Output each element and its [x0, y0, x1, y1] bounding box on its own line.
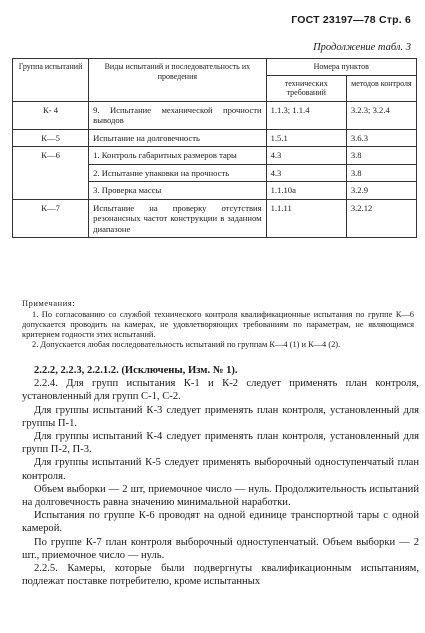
row-test: 2. Испытание упаковки на прочность — [89, 164, 266, 182]
row-methods: 3.8 — [346, 147, 416, 165]
paragraph: По группе К-7 план контроля выборочный одноступенчатый. Объем выборки — 2 шт., приемочное число — нуль. — [22, 536, 419, 561]
paragraph: Испытания по группе К-6 проводят на одной единице транспортной тары с одной камерой. — [22, 510, 419, 535]
page-header — [291, 14, 411, 26]
row-test: 3. Проверка массы — [89, 182, 266, 200]
paragraph: Для группы испытаний К-4 следует применять план контроля, установленный для групп П-2, П-3. — [22, 431, 419, 456]
row-group: К—6 — [13, 147, 89, 200]
row-tech: 1.5.1 — [266, 129, 346, 147]
note-1: 1. По согласованию со службой технического контроля квалификационные испытания по группе К—6 допускается проводить на камерах, не удовлетворяющих требованиям по параметрам, не являющимся критерием годности этих испытаний. — [22, 310, 414, 339]
row-tech: 1.1.11 — [266, 199, 346, 238]
row-tech: 1.1.10а — [266, 182, 346, 200]
notes-title: Примечания: — [22, 299, 76, 308]
paragraph: Для группы испытаний К-3 следует применять план контроля, установленный для группы П-1. — [22, 404, 419, 429]
body-text — [22, 364, 419, 588]
row-tech: 4.3 — [266, 147, 346, 165]
row-methods: 3.2.12 — [346, 199, 416, 238]
row-group: К—5 — [13, 129, 89, 147]
table-row — [13, 129, 417, 147]
table-notes — [22, 299, 414, 350]
col-test-header: Виды испытаний и последовательность их проведения — [89, 59, 266, 102]
row-group: К—7 — [13, 199, 89, 238]
col-tech-header: технических требований — [266, 75, 346, 101]
row-methods: 3.2.3; 3.2.4 — [346, 101, 416, 129]
row-methods: 3.6.3 — [346, 129, 416, 147]
page-number: Стр. 6 — [378, 14, 411, 26]
paragraph-excluded: 2.2.2, 2.2.3, 2.2.1.2. (Исключены, Изм. № 1). — [34, 365, 238, 376]
paragraph: Для группы испытаний К-5 следует применять выборочный одноступенчатый план контроля. — [22, 457, 419, 482]
table-continuation-label: Продолжение табл. 3 — [313, 42, 411, 53]
standard-number: ГОСТ 23197—78 — [291, 14, 376, 26]
table-row — [13, 147, 417, 165]
row-tech: 4.3 — [266, 164, 346, 182]
note-2: 2. Допускается любая последовательность испытаний по группам К—4 (1) и К—4 (2). — [32, 340, 341, 349]
row-tech: 1.1.3; 1.1.4 — [266, 101, 346, 129]
row-group: К- 4 — [13, 101, 89, 129]
col-methods-header: методов контроля — [346, 75, 416, 101]
paragraph: 2.2.5. Камеры, которые были подвергнуты квалификационным испытаниям, подлежат поставке потребителю, кроме испытанных — [22, 563, 419, 588]
table-row — [13, 101, 417, 129]
paragraph: 2.2.4. Для групп испытания К-1 и К-2 следует применять план контроля, установленный для групп С-1, С-2. — [22, 378, 419, 403]
paragraph: Объем выборки — 2 шт, приемочное число — нуль. Продолжительность испытаний на долговечность равна значению минимальной наработки. — [22, 483, 419, 509]
row-test: 1. Контроль габаритных размеров тары — [89, 147, 266, 165]
row-test: Испытание на долговечность — [89, 129, 266, 147]
row-methods: 3.2.9 — [346, 182, 416, 200]
col-points-header: Номера пунктов — [266, 59, 416, 76]
row-methods: 3.8 — [346, 164, 416, 182]
row-test: Испытание на проверку отсутствия резонансных частот конструкции в заданном диапазоне — [89, 199, 266, 238]
tests-table — [12, 58, 417, 238]
row-test: 9. Испытание механической прочности выводов — [89, 101, 266, 129]
table-row — [13, 199, 417, 238]
table-header-row-1 — [13, 59, 417, 76]
col-group-header: Группа испытаний — [13, 59, 89, 102]
